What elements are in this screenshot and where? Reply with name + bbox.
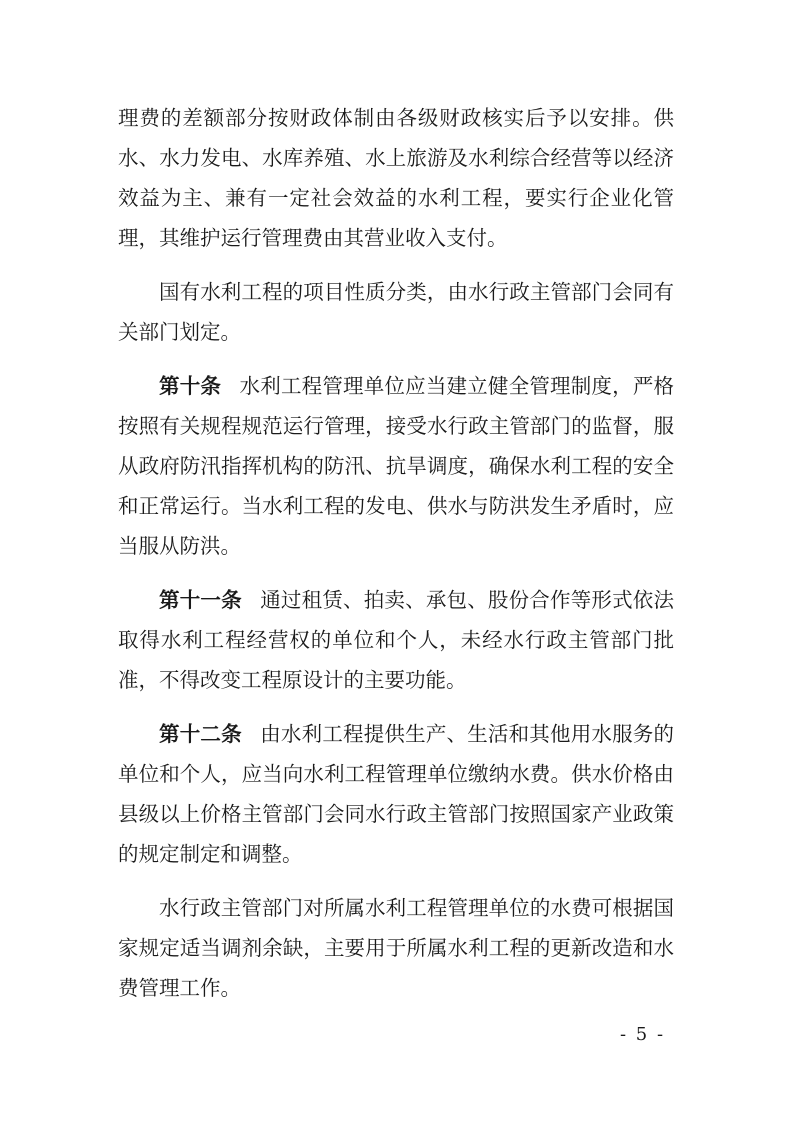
article-11	[118, 580, 674, 700]
paragraph-text: 理费的差额部分按财政体制由各级财政核实后予以安排。供水、水力发电、水库养殖、水上旅游及水利综合经营等以经济效益为主、兼有一定社会效益的水利工程，要实行企业化管理，其维护运行管理费由其营业收入支付。	[118, 106, 674, 250]
paragraph-text: 国有水利工程的项目性质分类，由水行政主管部门会同有关部门划定。	[118, 280, 674, 344]
document-body	[118, 98, 674, 1022]
paragraph-continuation	[118, 98, 674, 258]
page-number: - 5 -	[620, 1024, 666, 1045]
article-12	[118, 714, 674, 874]
paragraph-text: 通过租赁、拍卖、承包、股份合作等形式依法取得水利工程经营权的单位和个人，未经水行政主管部门批准，不得改变工程原设计的主要功能。	[118, 588, 675, 692]
article-number: 第十一条	[159, 588, 242, 612]
article-number: 第十条	[159, 374, 222, 398]
paragraph-classification	[118, 272, 674, 352]
paragraph-text: 水行政主管部门对所属水利工程管理单位的水费可根据国家规定适当调剂余缺，主要用于所属水利工程的更新改造和水费管理工作。	[118, 896, 674, 1000]
article-10	[118, 366, 674, 566]
paragraph-text: 由水利工程提供生产、生活和其他用水服务的单位和个人，应当向水利工程管理单位缴纳水费。供水价格由县级以上价格主管部门会同水行政主管部门按照国家产业政策的规定制定和调整。	[118, 722, 675, 866]
paragraph-text: 水利工程管理单位应当建立健全管理制度，严格按照有关规程规范运行管理，接受水行政主管部门的监督，服从政府防汛指挥机构的防汛、抗旱调度，确保水利工程的安全和正常运行。当水利工程的发电、供水与防洪发生矛盾时，应当服从防洪。	[118, 374, 675, 558]
paragraph-water-fee-allocation	[118, 888, 674, 1008]
article-number: 第十二条	[159, 722, 242, 746]
